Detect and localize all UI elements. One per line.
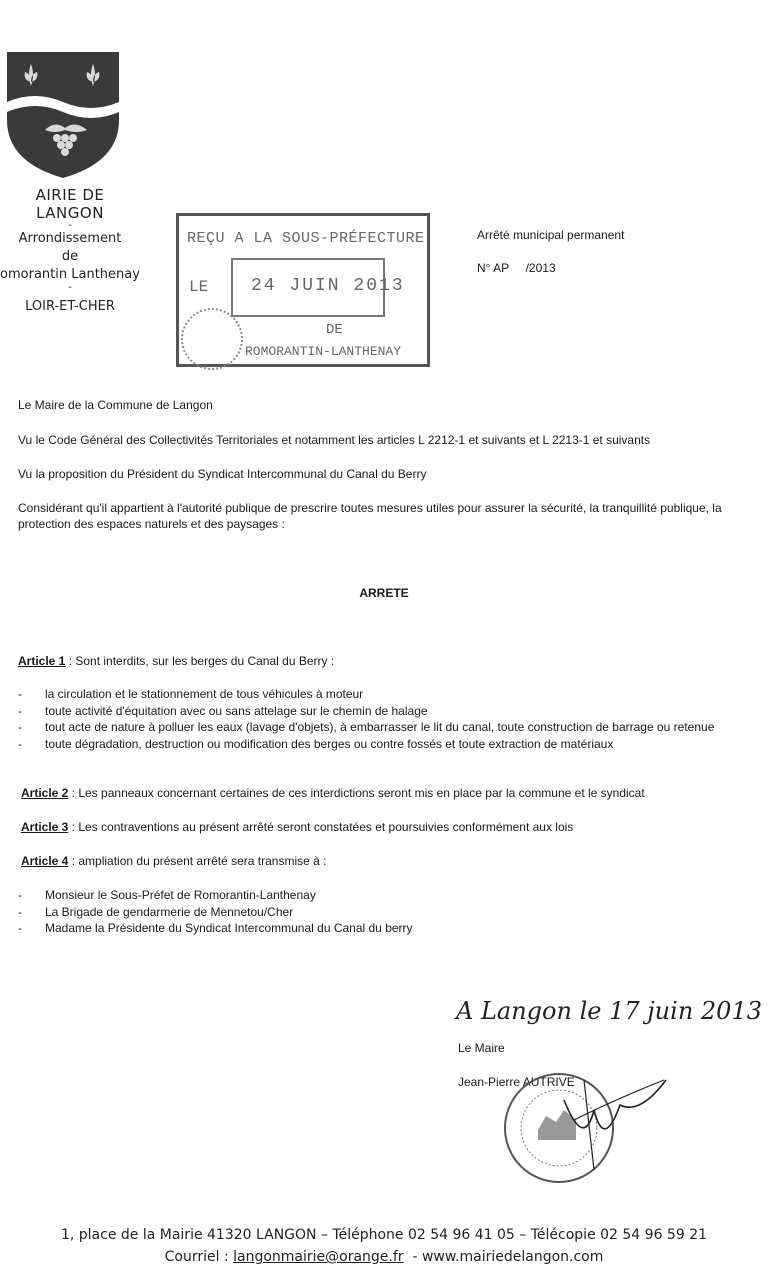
stamp-seal-circle: [181, 308, 243, 370]
list-item: - Monsieur le Sous-Préfet de Romorantin-Lanthenay: [18, 888, 316, 902]
mayor-seal-and-signature: [504, 1060, 684, 1220]
list-item: - Madame la Présidente du Syndicat Intercommunal du Canal du berry: [18, 921, 413, 935]
mairie-name: AIRIE DE LANGON: [35, 186, 105, 222]
decree-type: Arrêté municipal permanent: [477, 228, 625, 242]
considerant-line: Considérant qu'il appartient à l'autorité publique de prescrire toutes mesures utiles pour assurer la sécurité, la tranquillité publique, la: [18, 501, 722, 515]
list-item: - La Brigade de gendarmerie de Mennetou/Cher: [18, 904, 294, 919]
list-item: - toute activité d'équitation avec ou sans attelage sur le chemin de halage: [18, 703, 428, 718]
article-4-text: : ampliation du présent arrêté sera transmise à :: [68, 854, 327, 868]
website-link[interactable]: - www.mairiedelangon.com: [403, 1249, 604, 1265]
department-name: LOIR-ET-CHER: [25, 299, 115, 314]
article-1-list: [18, 686, 714, 752]
preamble-code: Vu le Code Général des Collectivités Territoriales et notamment les articles L 2212-1 et suivants et L 2213-1 et suivants: [18, 433, 651, 447]
list-item: - tout acte de nature à polluer les eaux (lavage d'objets), à embarrasser le lit du canal, toute construction de barrage ou retenue: [18, 720, 715, 734]
header-separator: -: [68, 220, 72, 231]
reception-stamp: [176, 213, 430, 367]
article-3-label: Article 3: [21, 820, 69, 834]
footer-contact: [0, 1249, 768, 1265]
courriel-label: Courriel :: [164, 1249, 234, 1265]
article-4-list: [18, 887, 413, 937]
article-1-label: Article 1: [18, 654, 66, 668]
article-4: [21, 853, 741, 869]
stamp-received-text: REÇU A LA SOUS-PRÉFECTURE: [187, 230, 425, 247]
email-link[interactable]: langonmairie@orange.fr: [233, 1249, 404, 1265]
article-1: [18, 653, 738, 669]
article-3: [21, 819, 741, 835]
footer-address: 1, place de la Mairie 41320 LANGON – Téléphone 02 54 96 41 05 – Télécopie 02 54 96 59 21: [60, 1227, 708, 1243]
preamble-considerant: [18, 500, 758, 532]
arrondissement-de: de: [61, 249, 79, 264]
stamp-date: 24 JUIN 2013: [251, 276, 405, 296]
stamp-city: ROMORANTIN-LANTHENAY: [245, 344, 402, 359]
signatory-role: Le Maire: [458, 1041, 505, 1055]
preamble-proposal: Vu la proposition du Président du Syndicat Intercommunal du Canal du Berry: [18, 467, 427, 481]
list-item: - toute dégradation, destruction ou modification des berges ou contre fossés et toute extraction de matériaux: [18, 736, 614, 751]
decree-title: ARRETE: [359, 586, 409, 600]
handwritten-date: A Langon le 17 juin 2013: [456, 997, 762, 1025]
article-3-text: : Les contraventions au présent arrêté seront constatées et poursuivies conformément aux lois: [68, 820, 574, 834]
article-4-label: Article 4: [21, 854, 69, 868]
commune-header: [0, 186, 140, 316]
signatory-name: Jean-Pierre AUTRIVE: [458, 1075, 575, 1089]
arrondissement-city: omorantin Lanthenay: [0, 267, 140, 282]
stamp-de-label: DE: [326, 322, 343, 338]
coat-of-arms-logo: [5, 50, 121, 180]
arrondissement-label: Arrondissement: [18, 231, 122, 246]
decree-number: N° AP /2013: [477, 261, 556, 275]
article-2-text: : Les panneaux concernant certaines de ces interdictions seront mis en place par la commune et le syndicat: [68, 786, 645, 800]
article-2: [21, 785, 741, 801]
header-separator: -: [68, 282, 72, 293]
stamp-le-label: LE: [189, 278, 209, 296]
preamble-mayor: Le Maire de la Commune de Langon: [18, 398, 213, 412]
article-1-text: : Sont interdits, sur les berges du Canal du Berry :: [65, 654, 335, 668]
list-item: - la circulation et le stationnement de tous véhicules à moteur: [18, 687, 364, 701]
considerant-line: protection des espaces naturels et des paysages :: [18, 517, 285, 531]
article-2-label: Article 2: [21, 786, 69, 800]
